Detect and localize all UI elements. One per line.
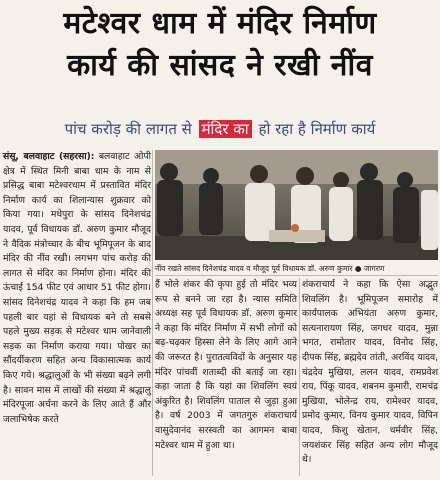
- photo-caption: नींव रखते सांसद दिनेशचंद्र यादव व मौजूद पूर्व विधायक डॉ. अरुण कुमार ● जागरण: [155, 262, 438, 276]
- column-divider: [152, 150, 153, 476]
- article-column-3: [302, 278, 438, 468]
- subhead-before: पांच करोड़ की लागत से: [64, 120, 192, 138]
- news-photo: [155, 150, 438, 260]
- article-column-2: [155, 278, 297, 453]
- article-column-2-text: हैं भोले शंकर की कृपा हुई तो मंदिर भव्य रूप से बनने जा रहा है। न्यास समिति अध्यक्ष सह पूर्व विधायक डॉ. अरुण कुमार ने कहा कि मंदिर निर्माण में सभी लोगों को बढ़-चढ़कर हिस्सा लेने के लिए आगे आने की जरूरत है। पुरातत्वविदों के अनुसार यह मंदिर पांचवीं शताब्दी की बताई जा रहा। कहा जाता है कि यहां का शिवलिंग स्वयं अंकुरित है। शिवलिंग पाताल से जुड़ा हुआ है। वर्ष 2003 में जगतगुरु शंकराचार्य वासुदेवानंद सरस्वती का आगमन बाबा मटेश्वर धाम में हुआ था।: [155, 279, 297, 451]
- dateline: संसू, बलवाहाट (सहरसा):: [3, 151, 95, 162]
- subheadline: [0, 118, 440, 140]
- headline-line-1: मटेश्वर धाम में मंदिर निर्माण: [63, 6, 377, 41]
- article-column-1: [3, 150, 151, 427]
- article-column-3-text: शंकराचार्य ने कहा कि ऐसा अद्भुत शिवलिंग है। भूमिपूजन समारोह में कार्यपालक अभियंता अरुण कुमार, सत्यनारायण सिंह, जगधर यादव, मुन्ना भगत, रामोतार यादव, विनोद सिंह, दीपक सिंह, ब्रह्मदेव तांती, अरविंद यादव, चंद्रदेव मुखिया, ललन यादव, रामप्रवेश राय, पिंकू यादव, शबनम कुमारी, रामचंद्र मुखिया, भोलेन्द्र राय, रामेश्वर यादव, प्रमोद कुमार, विनय कुमार यादव, विपिन यादव, किशु खेतान, धर्मवीर सिंह, जयशंकर सिंह सहित अन्य लोग मौजूद थे।: [302, 279, 438, 466]
- column-divider: [299, 278, 300, 476]
- article-paragraph-1: [3, 150, 151, 427]
- article-column-1-text: बलवाहाट ओपी क्षेत्र में स्थित मिनी बाबा धाम के नाम से प्रसिद्ध बाबा मटेश्वरधाम में प्रस्तावित मंदिर निर्माण कार्य का शिलान्यास शुक्रवार को किया गया। मधेपुरा के सांसद दिनेशचंद्र यादव, पूर्व विधायक डॉ. अरुण कुमार मौजूद ने वैदिक मंत्रोच्चार के बीच भूमिपूजन के बाद मंदिर की नींव रखी। लगभग पांच करोड़ की लागत से मंदिर का निर्माण होना। मंदिर की ऊंचाई 154 फीट एवं आधार 51 फीट होगा। सांसद दिनेशचंद्र यादव ने कहा कि हम जब पहली बार यहां से विधायक बने तो सबसे पहले मुख्य सड़क से मटेश्वर धाम जानेवाली सड़क का निर्माण कराया गया। पोखर का सौंदर्यीकरण सहित अन्य विकासात्मक कार्य किए गये। श्रद्धालुओं के भी संख्या बढ़ने लगी है। सावन मास में लाखों की संख्या में श्रद्धालु मंदिरपूजा अर्चना करने के लिए आते हैं और जलाभिषेक करते: [3, 151, 151, 425]
- photo-illustration: [155, 150, 438, 260]
- headline-line-2: कार्य की सांसद ने रखी नींव: [67, 48, 373, 83]
- subhead-highlight: मंदिर का: [199, 120, 252, 138]
- subhead-after: हो रहा है निर्माण कार्य: [258, 120, 376, 138]
